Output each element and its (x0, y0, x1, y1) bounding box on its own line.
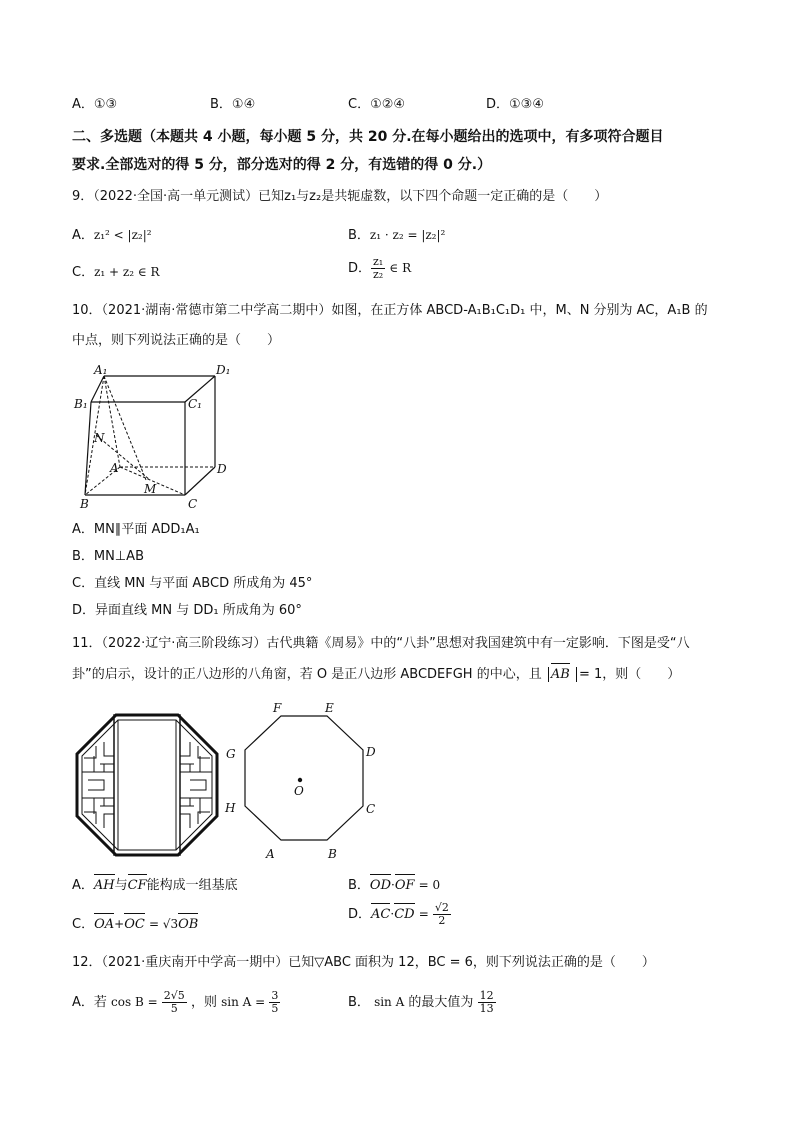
q9-option-b: B．z₁ · z₂ = |z₂|² (348, 228, 446, 243)
q12-stem: 12．（2021·重庆南开中学高一期中）已知▽ABC 面积为 12，BC = 6，则下列说法正确的是（ ） (72, 955, 655, 970)
q10-option-c: C．直线 MN 与平面 ABCD 所成角为 45° (72, 576, 313, 591)
cube-label-b1: B₁ (74, 397, 88, 411)
center-point (298, 778, 302, 782)
q8-option-b: B．①④ (210, 97, 256, 112)
q8-option-a: A．①③ (72, 97, 118, 112)
cube-label-c: C (188, 497, 198, 511)
oct-label-c: C (366, 802, 376, 816)
cube-label-c1: C₁ (188, 397, 202, 411)
octagon-window-figure (74, 712, 220, 858)
q9-option-a: A．z₁² < |z₂|² (72, 228, 152, 243)
cube-label-a: A (110, 461, 119, 475)
oct-label-f: F (273, 701, 282, 715)
q11-stem-line2: 卦”的启示，设计的正八边形的八角窗，若 O 是正八边形 ABCDEFGH 的中心，且 AB = 1，则（ ） (72, 662, 680, 684)
q8-option-d: D．①③④ (486, 97, 544, 112)
q12-option-b: B． sin A 的最大值为 $\frac{12}{13}$ (348, 989, 494, 1015)
q10-stem-line2: 中点，则下列说法正确的是（ ） (72, 333, 281, 348)
cube-label-n: N (94, 431, 105, 445)
cube-label-d1: D₁ (216, 363, 231, 377)
cube-label-m: M (144, 482, 157, 496)
q10-stem-line1: 10．（2021·湖南·常德市第二中学高二期中）如图，在正方体 ABCD-A₁B₁C₁D₁ 中，M、N 分别为 AC，A₁B 的 (72, 303, 708, 318)
cube-label-d: D (217, 462, 227, 476)
section-heading-line2: 要求.全部选对的得 5 分，部分选对的得 2 分，有选错的得 0 分.） (72, 157, 492, 173)
q11-option-d: D．AC·CD = $\frac{√2}{2}$ (348, 901, 449, 927)
q11-option-c: C．OA+OC = √3OB (72, 912, 198, 934)
oct-label-h: H (225, 801, 236, 815)
q11-option-a: A．AH与CF能构成一组基底 (72, 873, 238, 895)
regular-octagon-figure (220, 700, 390, 865)
section-heading-line1: 二、多选题（本题共 4 小题，每小题 5 分，共 20 分.在每小题给出的选项中，有多项符合题目 (72, 129, 664, 145)
q9-option-c: C．z₁ + z₂ ∈ R (72, 265, 160, 280)
q11-option-b: B．OD·OF = 0 (348, 873, 440, 895)
oct-label-o: O (294, 784, 304, 798)
oct-label-e: E (325, 701, 334, 715)
q9-stem: 9．（2022·全国·高一单元测试）已知z₁与z₂是共轭虚数，以下四个命题一定正确的是（ ） (72, 189, 608, 204)
q12-option-a: A．若 cos B = $\frac{2√5}{5}$ ，则 sin A = $\frac{3}{5}$ (72, 989, 279, 1015)
cube-label-b: B (80, 497, 89, 511)
q10-option-b: B．MN⊥AB (72, 549, 144, 564)
oct-label-a: A (266, 847, 275, 861)
oct-label-g: G (226, 747, 236, 761)
q9-option-d: D． $\frac{\text{z₁}}{\text{z₂}}$ ∈ R (348, 255, 412, 281)
oct-label-b: B (328, 847, 337, 861)
cube-label-a1: A₁ (94, 363, 108, 377)
q11-stem-line1: 11．（2022·辽宁·高三阶段练习）古代典籍《周易》中的“八卦”思想对我国建筑中有一定影响．下图是受“八 (72, 636, 690, 651)
oct-label-d: D (366, 745, 376, 759)
q8-option-c: C．①②④ (348, 97, 406, 112)
q10-option-d: D．异面直线 MN 与 DD₁ 所成角为 60° (72, 603, 302, 618)
cube-figure (70, 362, 240, 512)
q10-option-a: A．MN∥平面 ADD₁A₁ (72, 522, 200, 537)
